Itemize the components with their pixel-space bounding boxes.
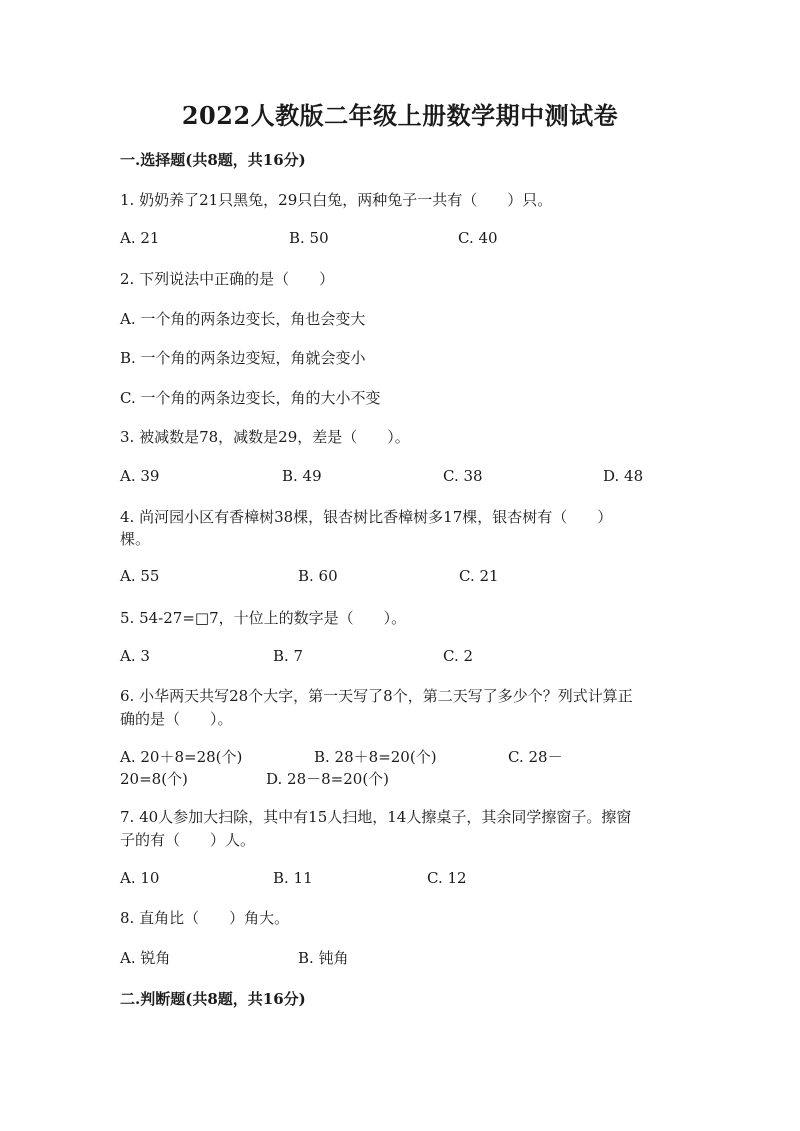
question-7: 7. 40人参加大扫除，其中有15人扫地，14人擦桌子，其余同学擦窗子。擦窗 — [120, 808, 632, 826]
q2-option-b: B. 一个角的两条边变短，角就会变小 — [120, 349, 366, 367]
question-8: 8. 直角比（ ）角大。 — [120, 909, 290, 927]
q6-option-b: B. 28＋8=20(个) — [314, 748, 437, 766]
q3-option-d: D. 48 — [603, 467, 644, 485]
q4-option-b: B. 60 — [298, 567, 338, 585]
question-7-cont: 子的有（ ）人。 — [120, 831, 256, 849]
q6-option-d: D. 28－8=20(个) — [266, 770, 390, 788]
q1-option-b: B. 50 — [289, 229, 329, 247]
q7-option-a: A. 10 — [120, 869, 160, 887]
q6-option-c: C. 28－ — [508, 748, 563, 766]
question-5: 5. 54-27=□7，十位上的数字是（ ）。 — [120, 609, 407, 627]
q3-option-c: C. 38 — [443, 467, 483, 485]
page-title: 2022人教版二年级上册数学期中测试卷 — [181, 101, 619, 130]
q1-option-c: C. 40 — [458, 229, 498, 247]
q4-option-c: C. 21 — [459, 567, 499, 585]
q6-option-c-cont: 20=8(个) — [120, 770, 188, 788]
question-4: 4. 尚河园小区有香樟树38棵，银杏树比香樟树多17棵，银杏树有（ ） — [120, 508, 613, 526]
q5-option-b: B. 7 — [273, 647, 304, 665]
q2-option-c: C. 一个角的两条边变长，角的大小不变 — [120, 389, 381, 407]
question-1: 1. 奶奶养了21只黑兔，29只白兔，两种兔子一共有（ ）只。 — [120, 191, 553, 209]
q1-option-a: A. 21 — [120, 229, 160, 247]
question-6-cont: 确的是（ ）。 — [120, 710, 233, 728]
q6-option-a: A. 20＋8=28(个) — [120, 748, 243, 766]
q5-option-a: A. 3 — [120, 647, 150, 665]
q8-option-a: A. 锐角 — [120, 949, 171, 967]
q2-option-a: A. 一个角的两条边变长，角也会变大 — [120, 310, 366, 328]
q3-option-a: A. 39 — [120, 467, 160, 485]
q7-option-b: B. 11 — [273, 869, 313, 887]
question-2: 2. 下列说法中正确的是（ ） — [120, 270, 335, 288]
section-heading-multiple-choice: 一.选择题(共8题，共16分) — [120, 151, 306, 169]
question-6: 6. 小华两天共写28个大字，第一天写了8个，第二天写了多少个？列式计算正 — [120, 687, 633, 705]
q3-option-b: B. 49 — [282, 467, 322, 485]
q8-option-b: B. 钝角 — [298, 949, 349, 967]
question-3: 3. 被减数是78，减数是29，差是（ ）。 — [120, 428, 410, 446]
q5-option-c: C. 2 — [443, 647, 474, 665]
question-4-cont: 棵。 — [120, 530, 151, 548]
section-heading-true-false: 二.判断题(共8题，共16分) — [120, 990, 306, 1008]
q4-option-a: A. 55 — [120, 567, 160, 585]
q7-option-c: C. 12 — [427, 869, 467, 887]
